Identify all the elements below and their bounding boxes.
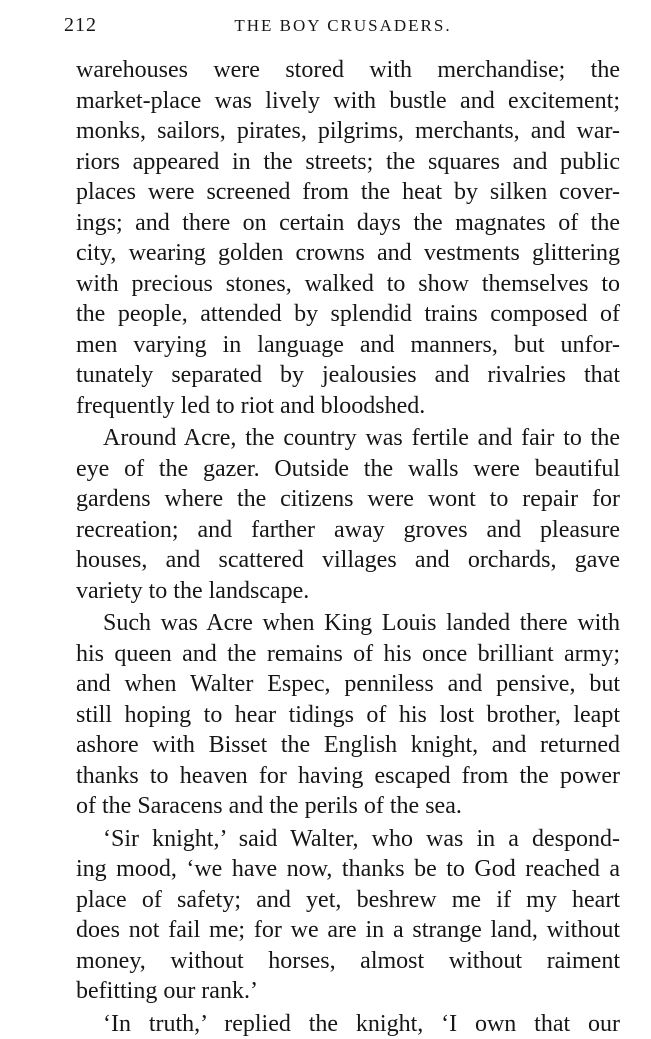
text-line: his queen and the remains of his once brilliant army; [76, 639, 620, 670]
paragraph-1 [76, 55, 620, 421]
page-number: 212 [64, 14, 97, 37]
paragraph-3 [76, 608, 620, 822]
text-line: Around Acre, the country was fertile and fair to the [76, 423, 620, 454]
text-line: men varying in language and manners, but unfor- [76, 330, 620, 361]
text-line: recreation; and farther away groves and pleasure [76, 515, 620, 546]
paragraph-2 [76, 423, 620, 606]
text-line: houses, and scattered villages and orchards, gave [76, 545, 620, 576]
text-line: monks, sailors, pirates, pilgrims, merchants, and war- [76, 116, 620, 147]
paragraph-4 [76, 824, 620, 1007]
text-line: warehouses were stored with merchandise; the [76, 55, 620, 86]
text-line: Such was Acre when King Louis landed there with [76, 608, 620, 639]
text-line: market-place was lively with bustle and excitement; [76, 86, 620, 117]
text-line: ‘In truth,’ replied the knight, ‘I own that our [76, 1009, 620, 1039]
text-line: does not fail me; for we are in a strange land, without [76, 915, 620, 946]
text-line: with precious stones, walked to show themselves to [76, 269, 620, 300]
running-head [64, 14, 622, 42]
text-line: of the Saracens and the perils of the sea. [76, 791, 620, 822]
running-title: THE BOY CRUSADERS. [64, 16, 622, 36]
text-line: ings; and there on certain days the magnates of the [76, 208, 620, 239]
text-line: variety to the landscape. [76, 576, 620, 607]
text-line: still hoping to hear tidings of his lost brother, leapt [76, 700, 620, 731]
text-line: ing mood, ‘we have now, thanks be to God reached a [76, 854, 620, 885]
text-line: gardens where the citizens were wont to repair for [76, 484, 620, 515]
text-line: place of safety; and yet, beshrew me if my heart [76, 885, 620, 916]
text-line: ashore with Bisset the English knight, and returned [76, 730, 620, 761]
body-text [76, 55, 620, 1039]
text-line: the people, attended by splendid trains composed of [76, 299, 620, 330]
text-line: money, without horses, almost without raiment [76, 946, 620, 977]
paragraph-5 [76, 1009, 620, 1039]
text-line: thanks to heaven for having escaped from the power [76, 761, 620, 792]
text-line: eye of the gazer. Outside the walls were beautiful [76, 454, 620, 485]
text-line: places were screened from the heat by silken cover- [76, 177, 620, 208]
text-line: riors appeared in the streets; the squares and public [76, 147, 620, 178]
text-line: befitting our rank.’ [76, 976, 620, 1007]
text-line: and when Walter Espec, penniless and pensive, but [76, 669, 620, 700]
text-line: city, wearing golden crowns and vestments glittering [76, 238, 620, 269]
text-line: tunately separated by jealousies and rivalries that [76, 360, 620, 391]
text-line: ‘Sir knight,’ said Walter, who was in a despond- [76, 824, 620, 855]
text-line: frequently led to riot and bloodshed. [76, 391, 620, 422]
